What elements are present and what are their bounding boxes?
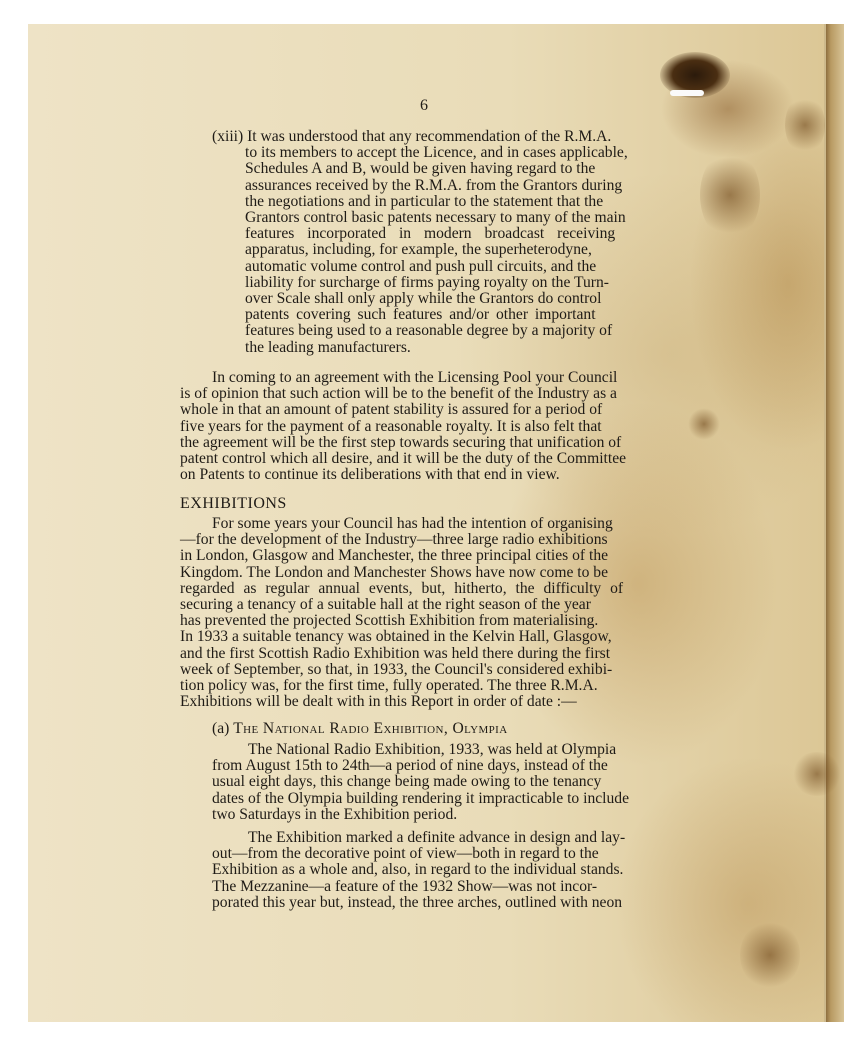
paragraph-line: —for the development of the Industry—three large radio exhibitions xyxy=(180,531,608,549)
paragraph-line: is of opinion that such action will be to the benefit of the Industry as a xyxy=(180,385,617,403)
stain-spot xyxy=(688,408,720,440)
paragraph-line: dates of the Olympia building rendering it impracticable to include xyxy=(212,789,630,807)
stain-spot xyxy=(792,752,842,796)
paragraph-line: whole in that an amount of patent stability is assured for a period of xyxy=(180,401,603,419)
clause-line: Grantors control basic patents necessary to many of the main xyxy=(245,209,626,227)
clause-line: liability for surcharge of firms paying royalty on the Turn- xyxy=(245,273,609,291)
section-heading: EXHIBITIONS xyxy=(180,495,287,512)
clause-line: Schedules A and B, would be given having regard to the xyxy=(245,160,596,178)
paragraph-line: Exhibition as a whole and, also, in regard to the individual stands. xyxy=(212,861,624,879)
paragraph-line: tion policy was, for the first time, fully operated. The three R.M.A. xyxy=(180,677,598,695)
paragraph-line: The Exhibition marked a definite advance in design and lay- xyxy=(248,829,626,846)
paragraph-line: two Saturdays in the Exhibition period. xyxy=(212,805,458,823)
clause-line: over Scale shall only apply while the Grantors do control xyxy=(245,290,602,308)
clause-line: apparatus, including, for example, the superheterodyne, xyxy=(245,241,592,259)
clause-line: the negotiations and in particular to the statement that the xyxy=(245,192,604,210)
clause-line: assurances received by the R.M.A. from the Grantors during xyxy=(245,176,623,194)
stain-spot xyxy=(785,95,825,155)
paragraph-line: regarded as regular annual events, but, hitherto, the difficulty of xyxy=(180,579,624,597)
paragraph-line: five years for the payment of a reasonable royalty. It is also felt that xyxy=(180,417,602,435)
stain-spot xyxy=(700,150,760,240)
paragraph-line: Kingdom. The London and Manchester Shows have now come to be xyxy=(180,563,609,581)
clause-line: features being used to a reasonable degree by a majority of xyxy=(245,322,613,340)
clause-line: the leading manufacturers. xyxy=(245,338,411,356)
paragraph-line: In 1933 a suitable tenancy was obtained in the Kelvin Hall, Glasgow, xyxy=(180,628,612,646)
paragraph-line: on Patents to continue its deliberations with that end in view. xyxy=(180,466,560,484)
olympia-paragraph-2 xyxy=(212,830,625,911)
paragraph-line: porated this year but, instead, the three arches, outlined with neon xyxy=(212,893,623,911)
paragraph-line: Exhibitions will be dealt with in this Report in order of date :— xyxy=(180,693,577,711)
subsection-heading xyxy=(212,721,508,737)
paragraph-line: The National Radio Exhibition, 1933, was held at Olympia xyxy=(248,741,617,758)
clause-line: to its members to accept the Licence, and in cases applicable, xyxy=(245,144,628,162)
paragraph-line: the agreement will be the first step towards securing that unification of xyxy=(180,433,622,451)
paragraph-line: has prevented the projected Scottish Exhibition from materialising. xyxy=(180,612,599,630)
clause-line: features incorporated in modern broadcast receiving xyxy=(245,225,616,243)
clause-xiii xyxy=(212,129,628,356)
paragraph-line: from August 15th to 24th—a period of nine days, instead of the xyxy=(212,757,608,775)
clause-line: (xiii) It was understood that any recommendation of the R.M.A. xyxy=(212,128,612,145)
stain-spot xyxy=(740,920,800,990)
paragraph-line: For some years your Council has had the intention of organising xyxy=(212,515,613,532)
subsection-label: (a) xyxy=(212,720,230,737)
clause-line: patents covering such features and/or other important xyxy=(245,306,596,324)
paragraph-line: usual eight days, this change being made owing to the tenancy xyxy=(212,773,602,791)
licensing-paragraph xyxy=(180,370,626,483)
paragraph-line: and the first Scottish Radio Exhibition was held there during the first xyxy=(180,644,611,662)
paragraph-line: In coming to an agreement with the Licensing Pool your Council xyxy=(212,369,618,386)
paragraph-line: securing a tenancy of a suitable hall at the right season of the year xyxy=(180,596,591,614)
paragraph-line: patent control which all desire, and it will be the duty of the Committee xyxy=(180,450,627,468)
olympia-paragraph-1 xyxy=(212,742,629,823)
paragraph-line: in London, Glasgow and Manchester, the three principal cities of the xyxy=(180,547,609,565)
subsection-title: The National Radio Exhibition, Olympia xyxy=(233,720,508,737)
page-number: 6 xyxy=(420,97,428,114)
clause-marker: (xiii) xyxy=(212,128,244,145)
paragraph-line: out—from the decorative point of view—both in regard to the xyxy=(212,845,599,863)
exhibitions-intro xyxy=(180,516,623,710)
clause-line: automatic volume control and push pull circuits, and the xyxy=(245,257,597,275)
paragraph-line: The Mezzanine—a feature of the 1932 Show—was not incor- xyxy=(212,877,598,895)
paragraph-line: week of September, so that, in 1933, the Council's considered exhibi- xyxy=(180,660,613,678)
burn-hole xyxy=(670,90,704,96)
